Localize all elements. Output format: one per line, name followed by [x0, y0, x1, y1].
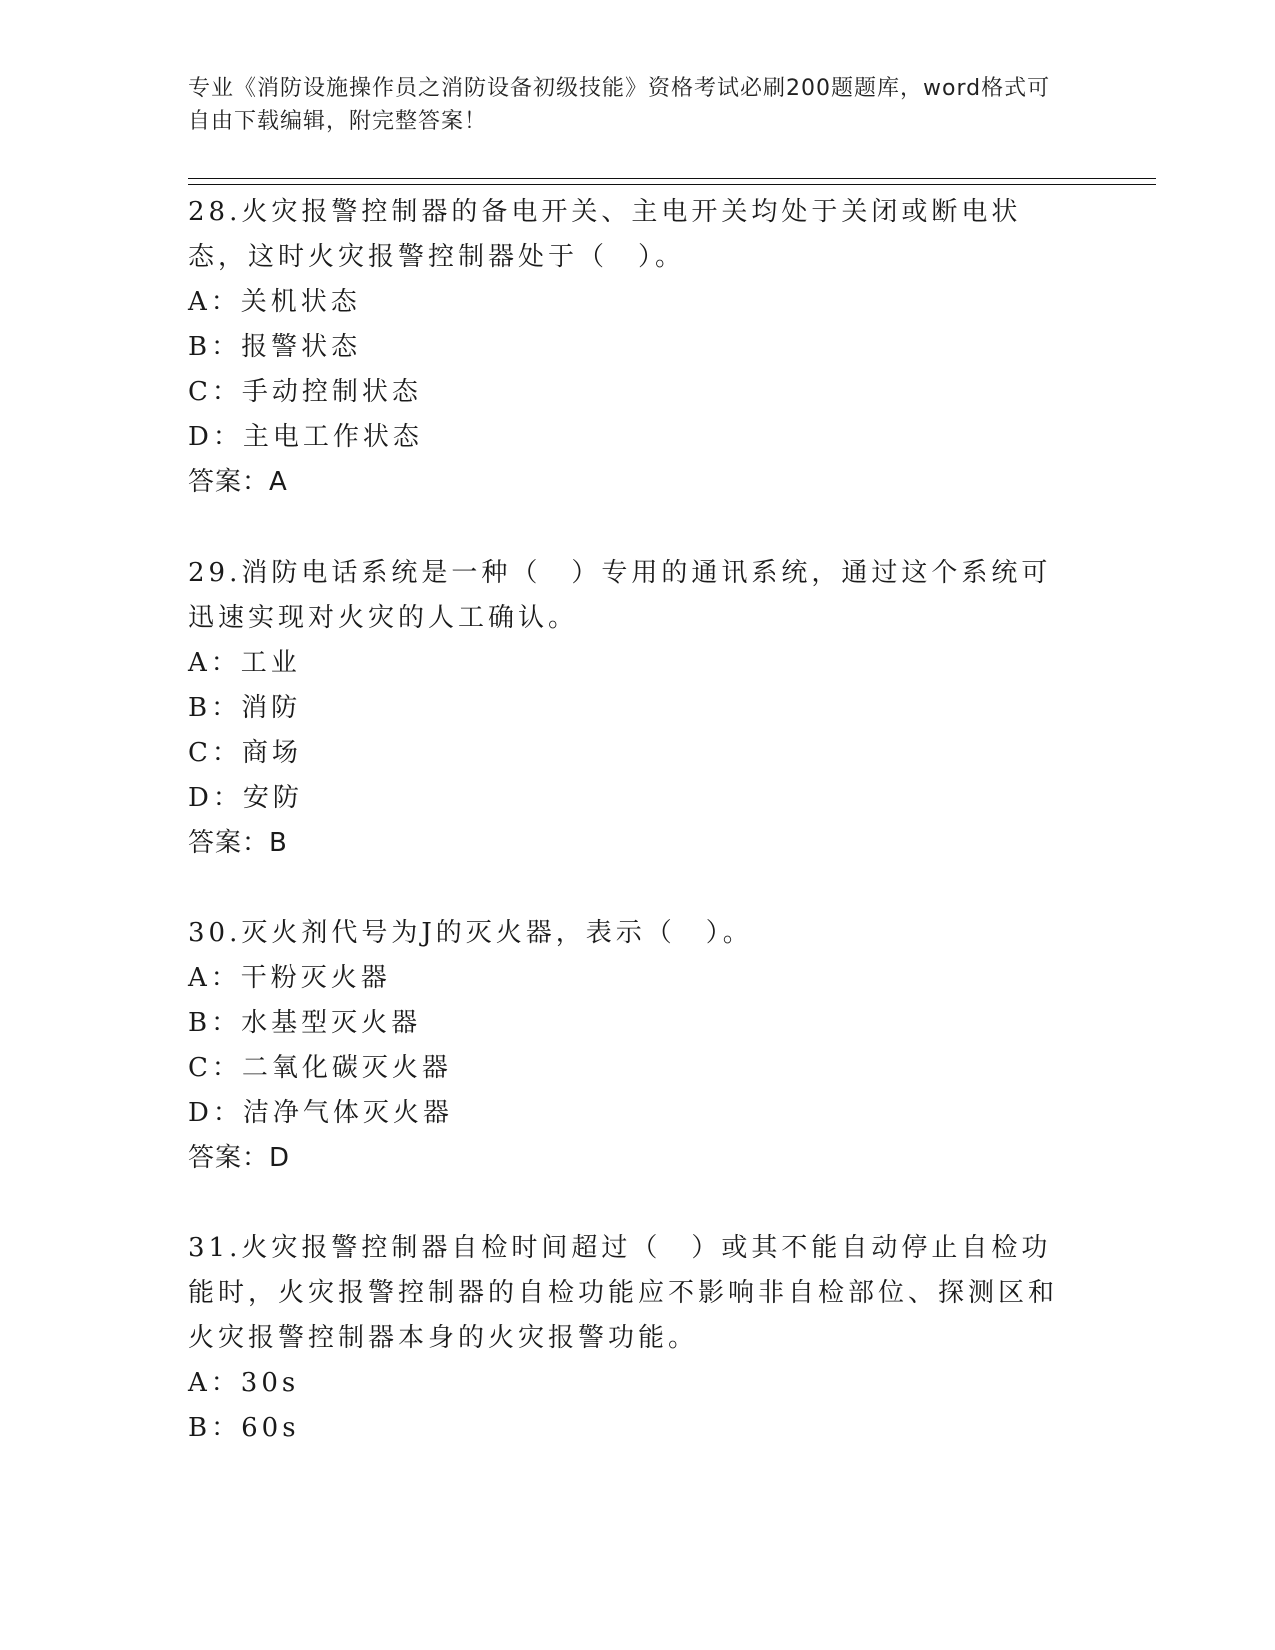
- option-b: B：报警状态: [188, 332, 362, 362]
- answer: 答案：B: [188, 828, 288, 858]
- option-c: C：手动控制状态: [188, 377, 422, 407]
- question-stem: 29.消防电话系统是一种（ ）专用的通讯系统，通过这个系统可迅速实现对火灾的人工确认。: [188, 558, 1052, 633]
- question-31: [188, 1226, 1068, 1451]
- header-divider-bottom: [188, 184, 1156, 185]
- answer: 答案：D: [188, 1143, 291, 1173]
- option-a: A：30s: [188, 1368, 300, 1398]
- question-30: [188, 911, 1068, 1181]
- question-stem: 31.火灾报警控制器自检时间超过（ ）或其不能自动停止自检功能时，火灾报警控制器的自检功能应不影响非自检部位、探测区和火灾报警控制器本身的火灾报警功能。: [188, 1233, 1059, 1353]
- option-b: B：消防: [188, 693, 302, 723]
- option-b: B：水基型灭火器: [188, 1008, 422, 1038]
- option-b: B：60s: [188, 1413, 300, 1443]
- option-a: A：关机状态: [188, 287, 361, 317]
- option-c: C：二氧化碳灭火器: [188, 1053, 452, 1083]
- option-c: C：商场: [188, 738, 302, 768]
- option-d: D：安防: [188, 783, 303, 813]
- question-stem: 30.灭火剂代号为J的灭火器，表示（ ）。: [188, 918, 753, 948]
- question-29: [188, 551, 1068, 866]
- header-divider-top: [188, 178, 1156, 179]
- option-d: D：主电工作状态: [188, 422, 423, 452]
- option-a: A：干粉灭火器: [188, 963, 391, 993]
- answer: 答案：A: [188, 467, 288, 497]
- option-d: D：洁净气体灭火器: [188, 1098, 453, 1128]
- option-a: A：工业: [188, 648, 301, 678]
- question-28: [188, 190, 1068, 505]
- question-stem: 28.火灾报警控制器的备电开关、主电开关均处于关闭或断电状态，这时火灾报警控制器处于（ ）。: [188, 197, 1022, 272]
- document-header: 专业《消防设施操作员之消防设备初级技能》资格考试必刷200题题库，word格式可自由下载编辑，附完整答案！: [188, 76, 1051, 134]
